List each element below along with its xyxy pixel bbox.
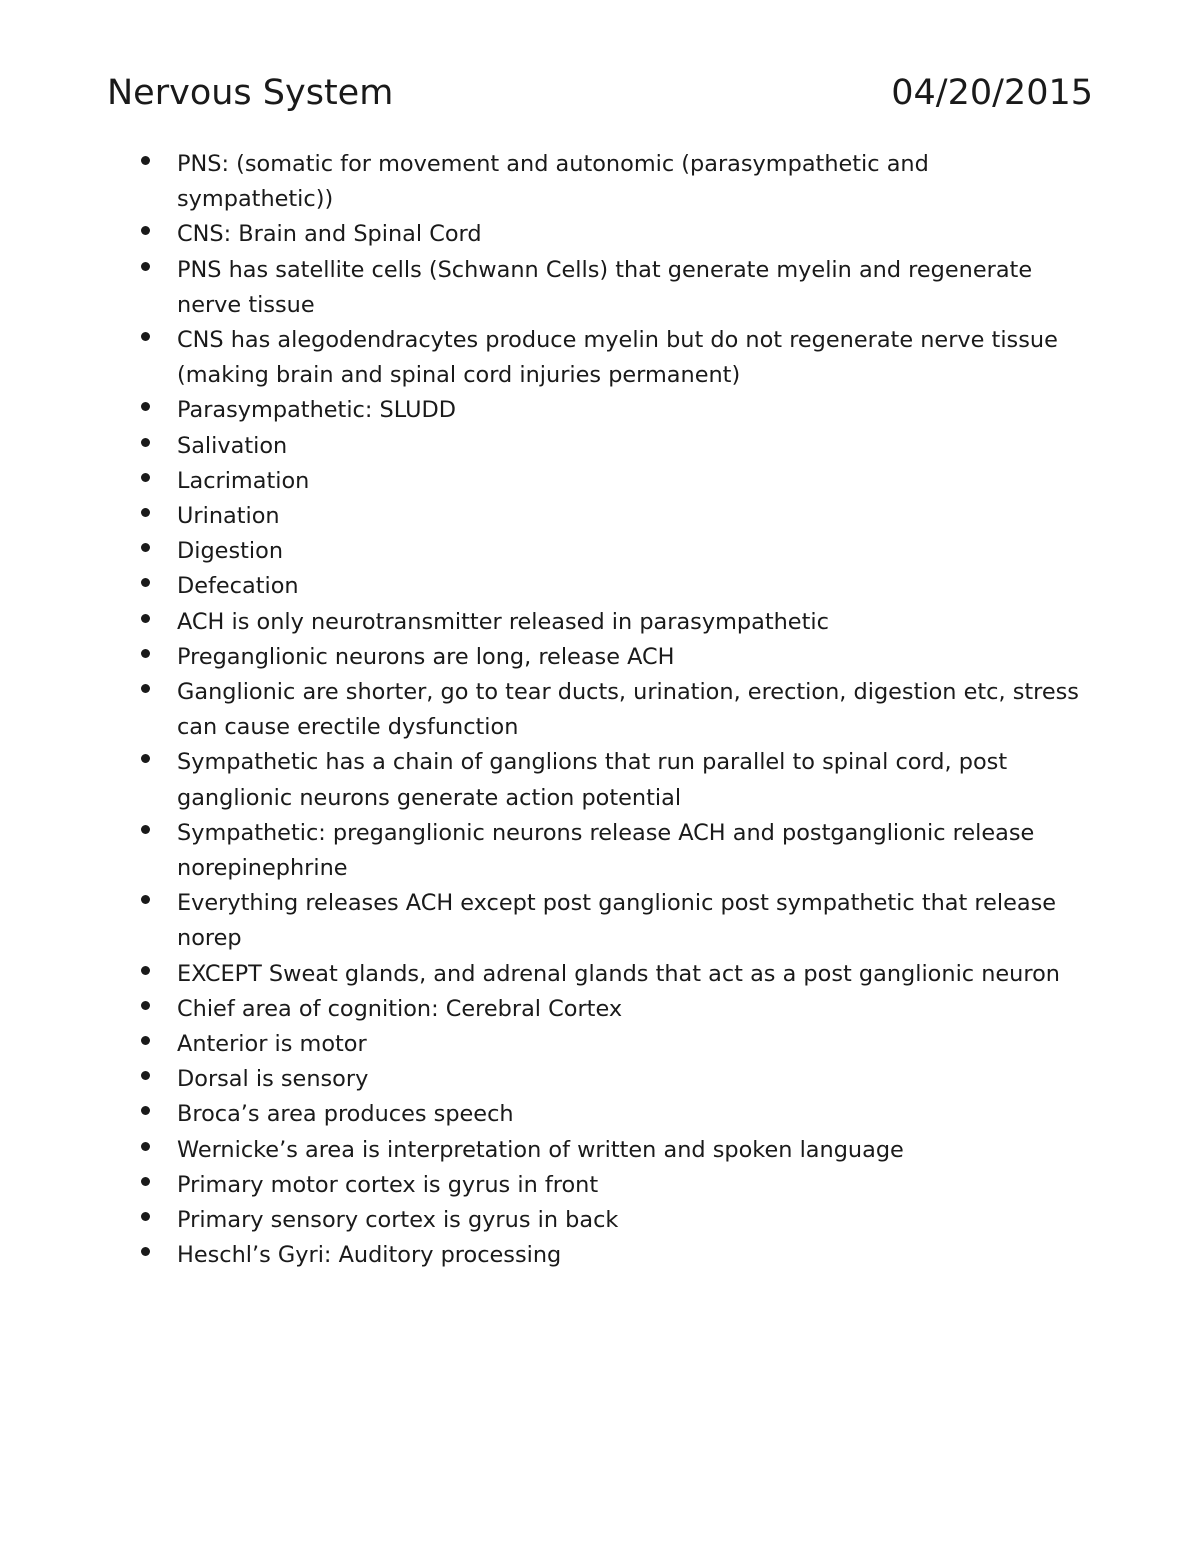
list-item-text: PNS has satellite cells (Schwann Cells) that generate myelin and regenerate nerve tissue: [177, 256, 1033, 318]
list-item: [140, 1062, 1090, 1097]
list-item-text: CNS has alegodendracytes produce myelin but do not regenerate nerve tissue (making brain and spinal cord injuries permanent): [177, 327, 1058, 389]
bullet-dot-icon: [141, 825, 150, 834]
bullet-dot-icon: [141, 402, 150, 411]
list-item: [140, 886, 1090, 956]
bullet-dot-icon: [141, 473, 150, 482]
list-item-text: Preganglionic neurons are long, release ACH: [177, 643, 675, 670]
list-item: [140, 1133, 1090, 1168]
list-item: [140, 605, 1090, 640]
list-item: [140, 217, 1090, 252]
bullet-dot-icon: [141, 438, 150, 447]
bullet-dot-icon: [141, 1071, 150, 1080]
list-item-text: Lacrimation: [177, 467, 310, 494]
list-item-text: Anterior is motor: [177, 1031, 367, 1058]
list-item-text: Primary sensory cortex is gyrus in back: [177, 1207, 619, 1234]
list-item-text: Ganglionic are shorter, go to tear ducts, urination, erection, digestion etc, stress can cause erectile dysfunction: [177, 679, 1079, 741]
bullet-dot-icon: [141, 578, 150, 587]
list-item: [140, 675, 1090, 745]
list-item-text: EXCEPT Sweat glands, and adrenal glands that act as a post ganglionic neuron: [177, 960, 1060, 987]
bullet-dot-icon: [141, 614, 150, 623]
bullet-dot-icon: [141, 1106, 150, 1115]
list-item: [140, 253, 1090, 323]
bullet-dot-icon: [141, 1212, 150, 1221]
list-item: [140, 569, 1090, 604]
list-item: [140, 745, 1090, 815]
list-item-text: Defecation: [177, 573, 299, 600]
list-item: [140, 464, 1090, 499]
list-item: [140, 1168, 1090, 1203]
bullet-dot-icon: [141, 754, 150, 763]
list-item-text: Sympathetic has a chain of ganglions that run parallel to spinal cord, post ganglionic neurons generate action potential: [177, 749, 1008, 811]
list-item: [140, 323, 1090, 393]
bullet-dot-icon: [141, 226, 150, 235]
list-item-text: Primary motor cortex is gyrus in front: [177, 1171, 599, 1198]
page-title: Nervous System: [107, 73, 394, 113]
bullet-dot-icon: [141, 1247, 150, 1256]
bullet-dot-icon: [141, 684, 150, 693]
bullet-dot-icon: [141, 966, 150, 975]
list-item-text: Salivation: [177, 432, 288, 459]
list-item: [140, 534, 1090, 569]
list-item: [140, 816, 1090, 886]
bullet-dot-icon: [141, 332, 150, 341]
list-item: [140, 147, 1090, 217]
bullet-dot-icon: [141, 508, 150, 517]
bullet-dot-icon: [141, 1001, 150, 1010]
list-item: [140, 429, 1090, 464]
list-item-text: Sympathetic: preganglionic neurons release ACH and postganglionic release norepinephrine: [177, 819, 1035, 882]
page-header: [107, 70, 1093, 120]
list-item-text: Dorsal is sensory: [177, 1066, 369, 1093]
list-item-text: ACH is only neurotransmitter released in parasympathetic: [177, 608, 829, 635]
list-item: [140, 393, 1090, 428]
bullet-dot-icon: [141, 895, 150, 904]
list-item-text: CNS: Brain and Spinal Cord: [177, 221, 482, 248]
bullet-dot-icon: [141, 156, 150, 165]
list-item: [140, 1027, 1090, 1062]
list-item: [140, 957, 1090, 992]
bullet-dot-icon: [141, 543, 150, 552]
list-item: [140, 1097, 1090, 1132]
list-item-text: PNS: (somatic for movement and autonomic (parasympathetic and sympathetic)): [177, 151, 929, 213]
list-item-text: Urination: [177, 503, 280, 530]
list-item: [140, 992, 1090, 1027]
list-item-text: Digestion: [177, 538, 284, 565]
list-item-text: Broca’s area produces speech: [177, 1101, 514, 1128]
bullet-dot-icon: [141, 262, 150, 271]
bullet-dot-icon: [141, 1177, 150, 1186]
list-item: [140, 1203, 1090, 1238]
list-item: [140, 499, 1090, 534]
bullet-dot-icon: [141, 1142, 150, 1151]
list-item-text: Chief area of cognition: Cerebral Cortex: [177, 995, 623, 1022]
list-item: [140, 1238, 1090, 1273]
bullet-dot-icon: [141, 649, 150, 658]
page-date: 04/20/2015: [891, 73, 1093, 113]
list-item-text: Wernicke’s area is interpretation of written and spoken language: [177, 1136, 904, 1163]
list-item-text: Heschl’s Gyri: Auditory processing: [177, 1242, 562, 1269]
list-item: [140, 640, 1090, 675]
notes-list: [140, 147, 1090, 1274]
list-item-text: Parasympathetic: SLUDD: [177, 397, 456, 424]
bullet-dot-icon: [141, 1036, 150, 1045]
list-item-text: Everything releases ACH except post ganglionic post sympathetic that release norep: [177, 890, 1057, 952]
